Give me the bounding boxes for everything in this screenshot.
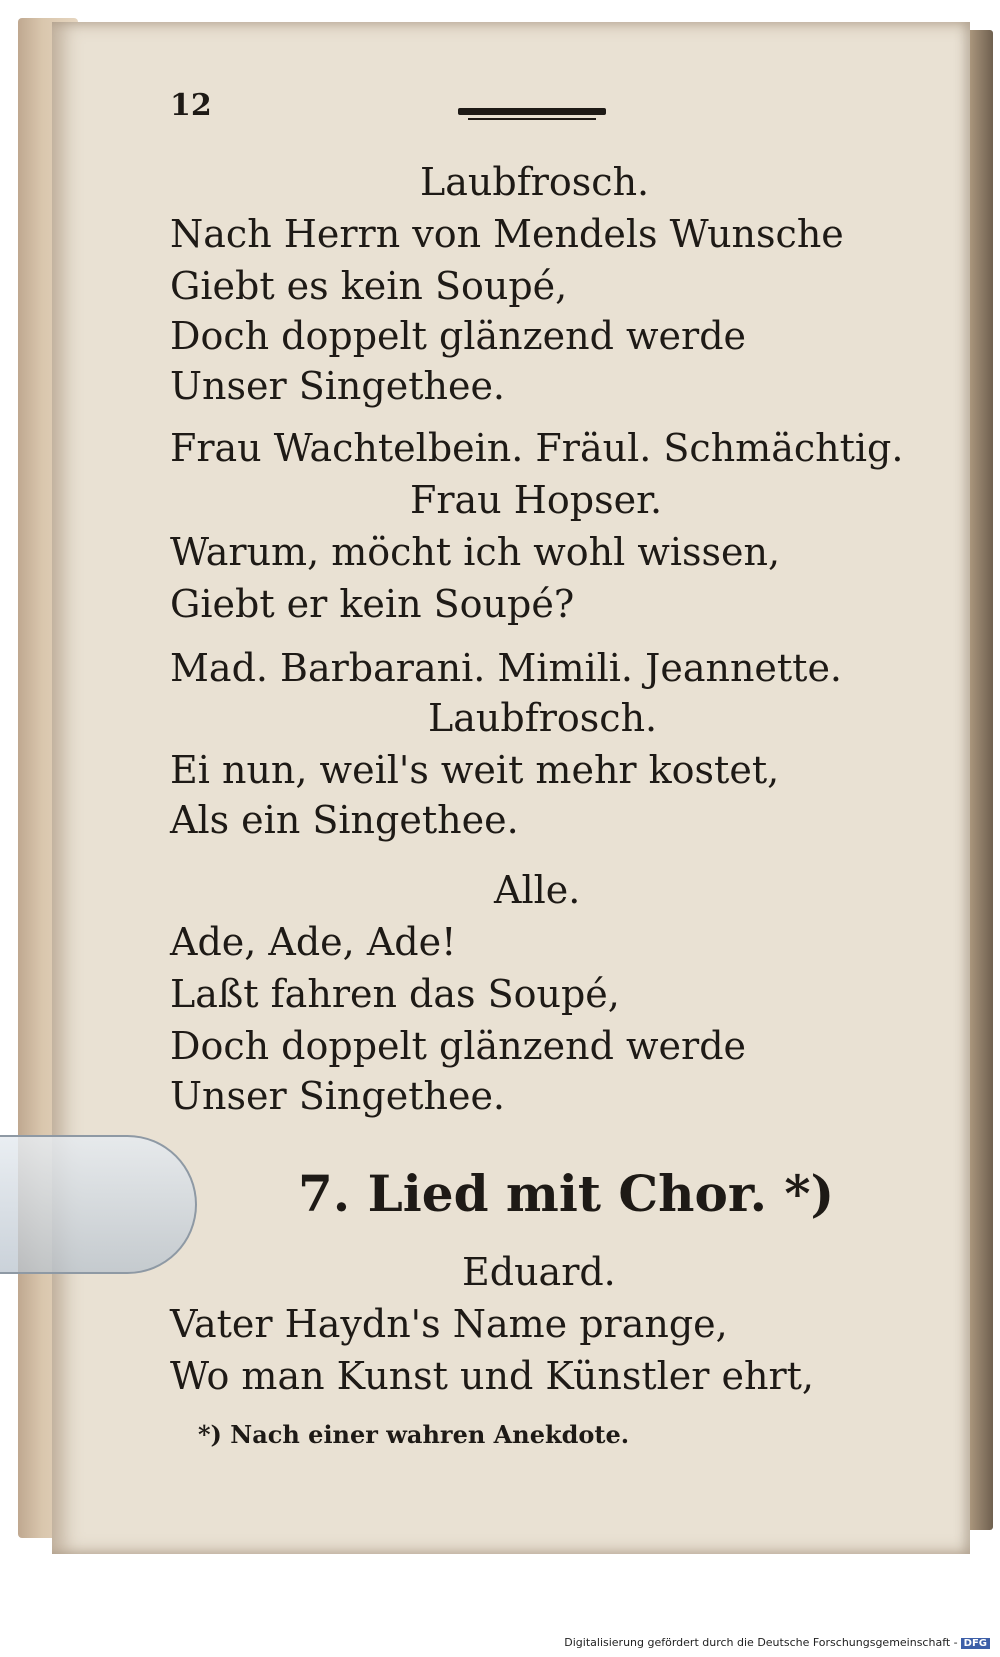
digitization-credit xyxy=(564,1636,990,1649)
speaker-eduard: Eduard. xyxy=(462,1250,616,1294)
verse-line: Als ein Singethee. xyxy=(170,798,519,842)
page-number: 12 xyxy=(170,88,212,123)
speaker-alle: Alle. xyxy=(494,868,581,912)
speaker-hopser: Frau Hopser. xyxy=(410,478,663,522)
verse-line: Ade, Ade, Ade! xyxy=(170,920,457,964)
page-holder-clip xyxy=(0,1135,197,1274)
verse-line: Nach Herrn von Mendels Wunsche xyxy=(170,212,844,256)
verse-line: Unser Singethee. xyxy=(170,1074,506,1118)
speaker-roles: Mad. Barbarani. Mimili. Jeannette. xyxy=(170,646,843,690)
verse-line: Wo man Kunst und Künstler ehrt, xyxy=(170,1354,815,1398)
verse-line: Warum, möcht ich wohl wissen, xyxy=(170,530,781,574)
speaker-laubfrosch: Laubfrosch. xyxy=(428,696,658,740)
verse-line: Giebt er kein Soupé? xyxy=(170,582,575,626)
header-rule xyxy=(458,108,606,115)
footnote: *) Nach einer wahren Anekdote. xyxy=(198,1420,630,1449)
section-heading: 7. Lied mit Chor. *) xyxy=(298,1164,835,1223)
verse-line: Ei nun, weil's weit mehr kostet, xyxy=(170,748,780,792)
verse-line: Vater Haydn's Name prange, xyxy=(170,1302,728,1346)
speaker-roles: Frau Wachtelbein. Fräul. Schmächtig. xyxy=(170,426,904,470)
dfg-logo: DFG xyxy=(961,1638,990,1649)
verse-line: Doch doppelt glänzend werde xyxy=(170,1024,747,1068)
credit-text: Digitalisierung gefördert durch die Deutsche Forschungsgemeinschaft - xyxy=(564,1636,958,1649)
verse-line: Laßt fahren das Soupé, xyxy=(170,972,620,1016)
verse-line: Giebt es kein Soupé, xyxy=(170,264,568,308)
verse-line: Unser Singethee. xyxy=(170,364,506,408)
speaker-laubfrosch: Laubfrosch. xyxy=(420,160,650,204)
verse-line: Doch doppelt glänzend werde xyxy=(170,314,747,358)
